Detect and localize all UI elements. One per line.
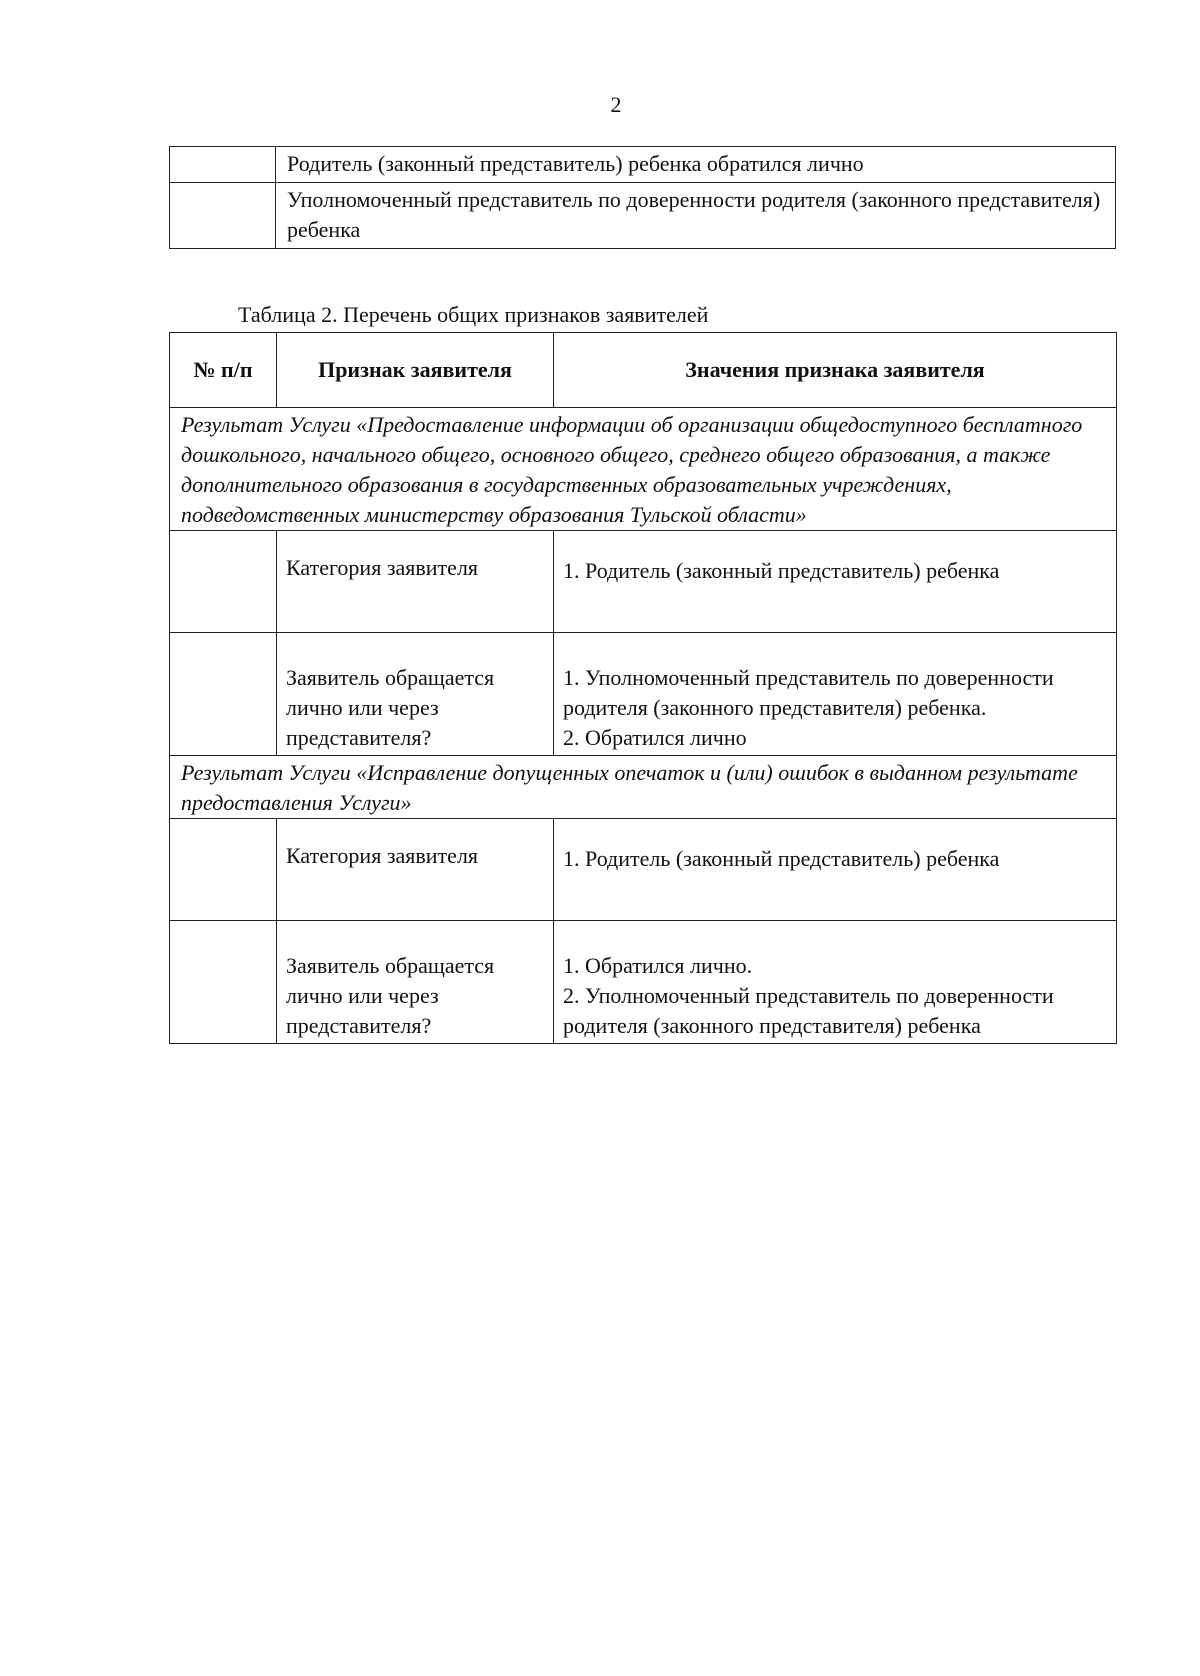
value-line: 2. Уполномоченный представитель по доверенности родителя (законного представителя) ребенка: [563, 983, 1054, 1038]
section-title: Результат Услуги «Исправление допущенных опечаток и (или) ошибок в выданном результате предоставления Услуги»: [170, 756, 1117, 819]
table-caption: Таблица 2. Перечень общих признаков заявителей: [238, 302, 709, 327]
row-number-cell: [170, 633, 277, 756]
section-title: Результат Услуги «Предоставление информации об организации общедоступного бесплатного дошкольного, начального общего, основного общего, среднего общего образования, а также дополнительного образования в государственных образовательных учреждениях, подведомственных министерству образования Тульской области»: [170, 408, 1117, 531]
row-number-cell: [170, 183, 276, 249]
table-row: [170, 921, 1117, 1044]
table-row: [170, 819, 1117, 921]
row-text-cell: Уполномоченный представитель по доверенности родителя (законного представителя) ребенка: [276, 183, 1116, 249]
row-number-cell: [170, 531, 277, 633]
table-row: [170, 633, 1117, 756]
row-number-cell: [170, 819, 277, 921]
value-line: 2. Обратился лично: [563, 725, 747, 750]
feature-cell: Категория заявителя: [277, 531, 554, 633]
feature-cell: Заявитель обращается лично или через представителя?: [277, 921, 554, 1044]
page-number: 2: [610, 92, 622, 117]
section-row: [170, 408, 1117, 531]
values-cell: [554, 921, 1117, 1044]
table-row: [170, 183, 1116, 249]
feature-cell: Категория заявителя: [277, 819, 554, 921]
values-cell: [554, 633, 1117, 756]
header-values: Значения признака заявителя: [554, 333, 1117, 408]
header-num: № п/п: [170, 333, 277, 408]
value-line: 1. Обратился лично.: [563, 953, 753, 978]
section-row: [170, 756, 1117, 819]
value-line: 1. Родитель (законный представитель) ребенка: [563, 558, 1000, 583]
value-line: 1. Уполномоченный представитель по доверенности родителя (законного представителя) ребенка.: [563, 665, 1054, 720]
header-feature: Признак заявителя: [277, 333, 554, 408]
values-cell: [554, 531, 1117, 633]
table-row: [170, 531, 1117, 633]
values-cell: [554, 819, 1117, 921]
row-text-cell: Родитель (законный представитель) ребенка обратился лично: [276, 147, 1116, 183]
row-number-cell: [170, 921, 277, 1044]
table-row: [170, 147, 1116, 183]
top-table: [169, 146, 1116, 249]
value-line: 1. Родитель (законный представитель) ребенка: [563, 846, 1000, 871]
header-row: [170, 333, 1117, 408]
feature-cell: Заявитель обращается лично или через представителя?: [277, 633, 554, 756]
applicant-features-table: [169, 332, 1117, 1044]
row-number-cell: [170, 147, 276, 183]
